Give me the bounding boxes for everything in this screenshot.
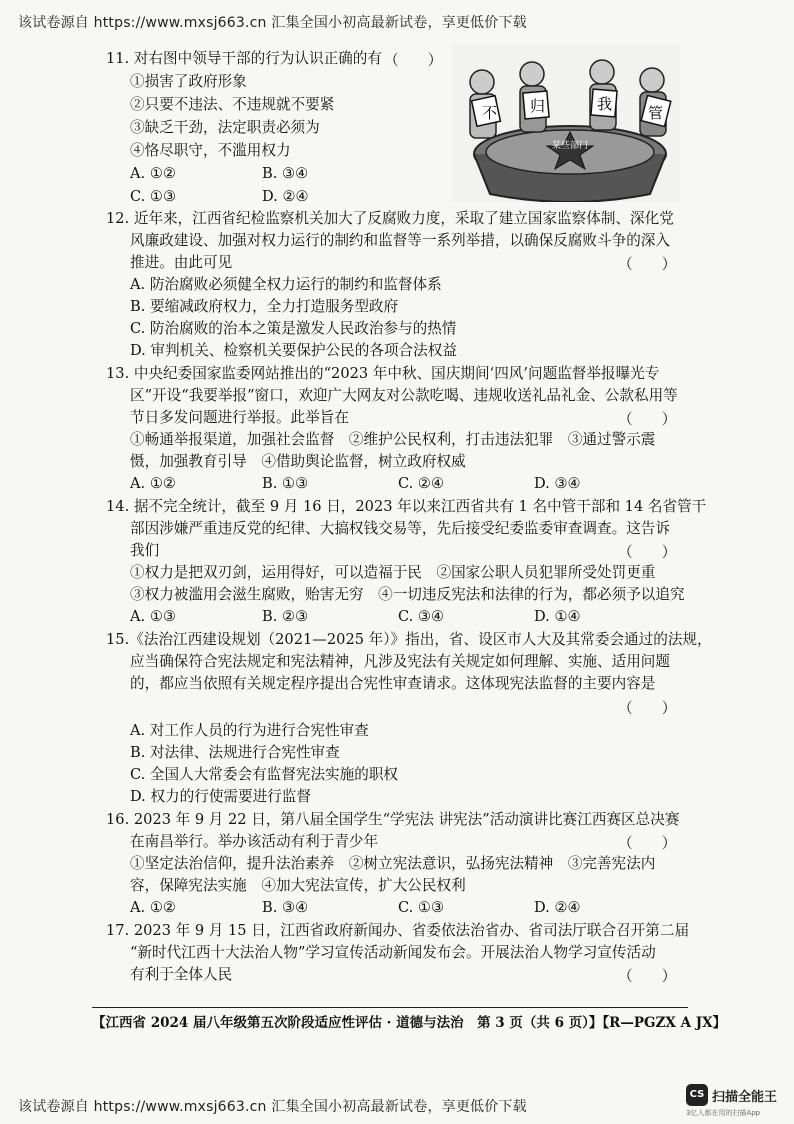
text-line: ①畅通举报渠道，加强社会监督 ②维护公民权利，打击违法犯罪 ③通过警示震 <box>130 431 656 448</box>
text-line: C. 全国人大常委会有监督宪法实施的职权 <box>130 766 399 783</box>
text-line: ③缺乏干劲，法定职责必须为 <box>130 119 320 136</box>
text-line: A. 防治腐败必须健全权力运行的制约和监督体系 <box>130 276 442 293</box>
answer-blank: （ ） <box>618 968 677 985</box>
text-line: ①权力是把双刃剑，运用得好，可以造福于民 ②国家公职人员犯罪所受处罚更重 <box>130 564 656 581</box>
text-line: 节日多发问题进行举报。此举旨在 <box>130 409 349 426</box>
footer-text: 【江西省 2024 届八年级第五次阶段适应性评估 · 道德与法治 第 3 页（共 6 页）】【R—PGZX A JX】 <box>92 1015 727 1031</box>
scanner-badge <box>686 1080 782 1118</box>
scanner-sub: 3亿人都在用的扫描App <box>686 1109 761 1117</box>
sign-2: 归 <box>530 97 546 115</box>
text-line: 慑，加强教育引导 ④借助舆论监督，树立政府权威 <box>130 453 466 470</box>
text-line: 推进。由此可见 <box>130 254 233 271</box>
text-line: 有利于全体人民 <box>130 966 233 983</box>
text-line: 14. 据不完全统计，截至 9 月 16 日，2023 年以来江西省共有 1 名中管干部和 14 名省管干 <box>106 498 707 515</box>
text-line: B. 对法律、法规进行合宪性审查 <box>130 744 340 761</box>
answer-blank: （ ） <box>618 544 677 561</box>
text-line: 13. 中央纪委国家监委网站推出的“2023 年中秋、国庆期间‘四风’问题监督举报曝光专 <box>106 365 660 382</box>
text-line: B. ①③ <box>262 475 309 492</box>
text-line: B. 要缩减政府权力，全力打造服务型政府 <box>130 298 399 315</box>
watermark-bottom: 该试卷源自 https://www.mxsj663.cn 汇集全国小初高最新试卷，享更低价下载 <box>18 1099 527 1115</box>
text-line: D. ②④ <box>534 899 581 916</box>
text-line: ③权力被滥用会滋生腐败，贻害无穷 ④一切违反宪法和法律的行为，都必须予以追究 <box>130 586 685 603</box>
text-line: A. ①② <box>130 899 176 916</box>
text-line: C. ①③ <box>130 188 177 205</box>
text-line: A. 对工作人员的行为进行合宪性审查 <box>130 722 369 739</box>
answer-blank: （ ） <box>618 256 677 273</box>
answer-blank: （ ） <box>618 411 677 428</box>
text-line: 风廉政建设、加强对权力运行的制约和监督等一系列举措，以确保反腐败斗争的深入 <box>130 232 670 249</box>
sign-3: 我 <box>597 95 613 113</box>
text-line: B. ②③ <box>262 608 309 625</box>
scanner-logo-icon: CS <box>686 1084 708 1106</box>
text-line: ①损害了政府形象 <box>130 73 247 90</box>
watermark-top: 该试卷源自 https://www.mxsj663.cn 汇集全国小初高最新试卷，享更低价下载 <box>18 15 527 31</box>
answer-blank: （ ） <box>618 700 677 717</box>
text-line: “新时代江西十大法治人物”学习宣传活动新闻发布会。开展法治人物学习宣传活动 <box>130 944 656 961</box>
answer-blank: （ ） <box>384 52 443 69</box>
text-line: C. ③④ <box>398 608 445 625</box>
text-line: D. ①④ <box>534 608 581 625</box>
text-line: ②只要不违法、不违规就不要紧 <box>130 96 335 113</box>
text-line: 12. 近年来，江西省纪检监察机关加大了反腐败力度，采取了建立国家监察体制、深化党 <box>106 210 674 227</box>
text-line: A. ①② <box>130 475 176 492</box>
text-line: D. 权力的行使需要进行监督 <box>130 788 311 805</box>
text-line: D. 审判机关、检察机关要保护公民的各项合法权益 <box>130 342 457 359</box>
text-line: ④恪尽职守，不滥用权力 <box>130 142 291 159</box>
text-line: 17. 2023 年 9 月 15 日，江西省政府新闻办、省委依法治省办、省司法厅联合召开第二届 <box>106 922 690 939</box>
text-line: 部因涉嫌严重违反党的纪律、大搞权钱交易等，先后接受纪委监委审查调查。这告诉 <box>130 520 670 537</box>
text-line: 15.《法治江西建设规划（2021—2025 年）》指出，省、设区市人大及其常委会通过的法规， <box>106 631 712 648</box>
text-line: 16. 2023 年 9 月 22 日，第八届全国学生“学宪法 讲宪法”活动演讲比赛江西赛区总决赛 <box>106 811 680 828</box>
text-line: 区”开设“我要举报”窗口，欢迎广大网友对公款吃喝、违规收送礼品礼金、公款私用等 <box>130 387 678 404</box>
text-line: C. ②④ <box>398 475 445 492</box>
text-line: C. 防治腐败的治本之策是激发人民政治参与的热情 <box>130 320 457 337</box>
text-line: A. ①② <box>130 165 176 182</box>
footer-rule <box>92 1007 688 1008</box>
text-line: C. ①③ <box>398 899 445 916</box>
tub-label: 某些部门 <box>552 141 589 151</box>
text-line: 应当确保符合宪法规定和宪法精神，凡涉及宪法有关规定如何理解、实施、适用问题 <box>130 653 670 670</box>
text-line: 我们 <box>130 542 160 559</box>
text-line: B. ③④ <box>262 165 309 182</box>
text-line: ①坚定法治信仰，提升法治素养 ②树立宪法意识，弘扬宪法精神 ③完善宪法内 <box>130 855 656 872</box>
scanner-name: 扫描全能王 <box>712 1090 778 1105</box>
text-line: A. ①③ <box>130 608 176 625</box>
text-line: 的，都应当依照有关规定程序提出合宪性审查请求。这体现宪法监督的主要内容是 <box>130 675 656 692</box>
text-line: 在南昌举行。举办该活动有利于青少年 <box>130 833 379 850</box>
sign-1: 不 <box>482 104 498 122</box>
text-line: B. ③④ <box>262 899 309 916</box>
answer-blank: （ ） <box>618 835 677 852</box>
text-line: 11. 对右图中领导干部的行为认识正确的有 <box>106 50 382 67</box>
text-line: D. ③④ <box>534 475 581 492</box>
sign-4: 管 <box>648 104 664 122</box>
cartoon-illustration <box>452 44 680 202</box>
text-line: D. ②④ <box>262 188 309 205</box>
text-line: 容，保障宪法实施 ④加大宪法宣传，扩大公民权利 <box>130 877 466 894</box>
